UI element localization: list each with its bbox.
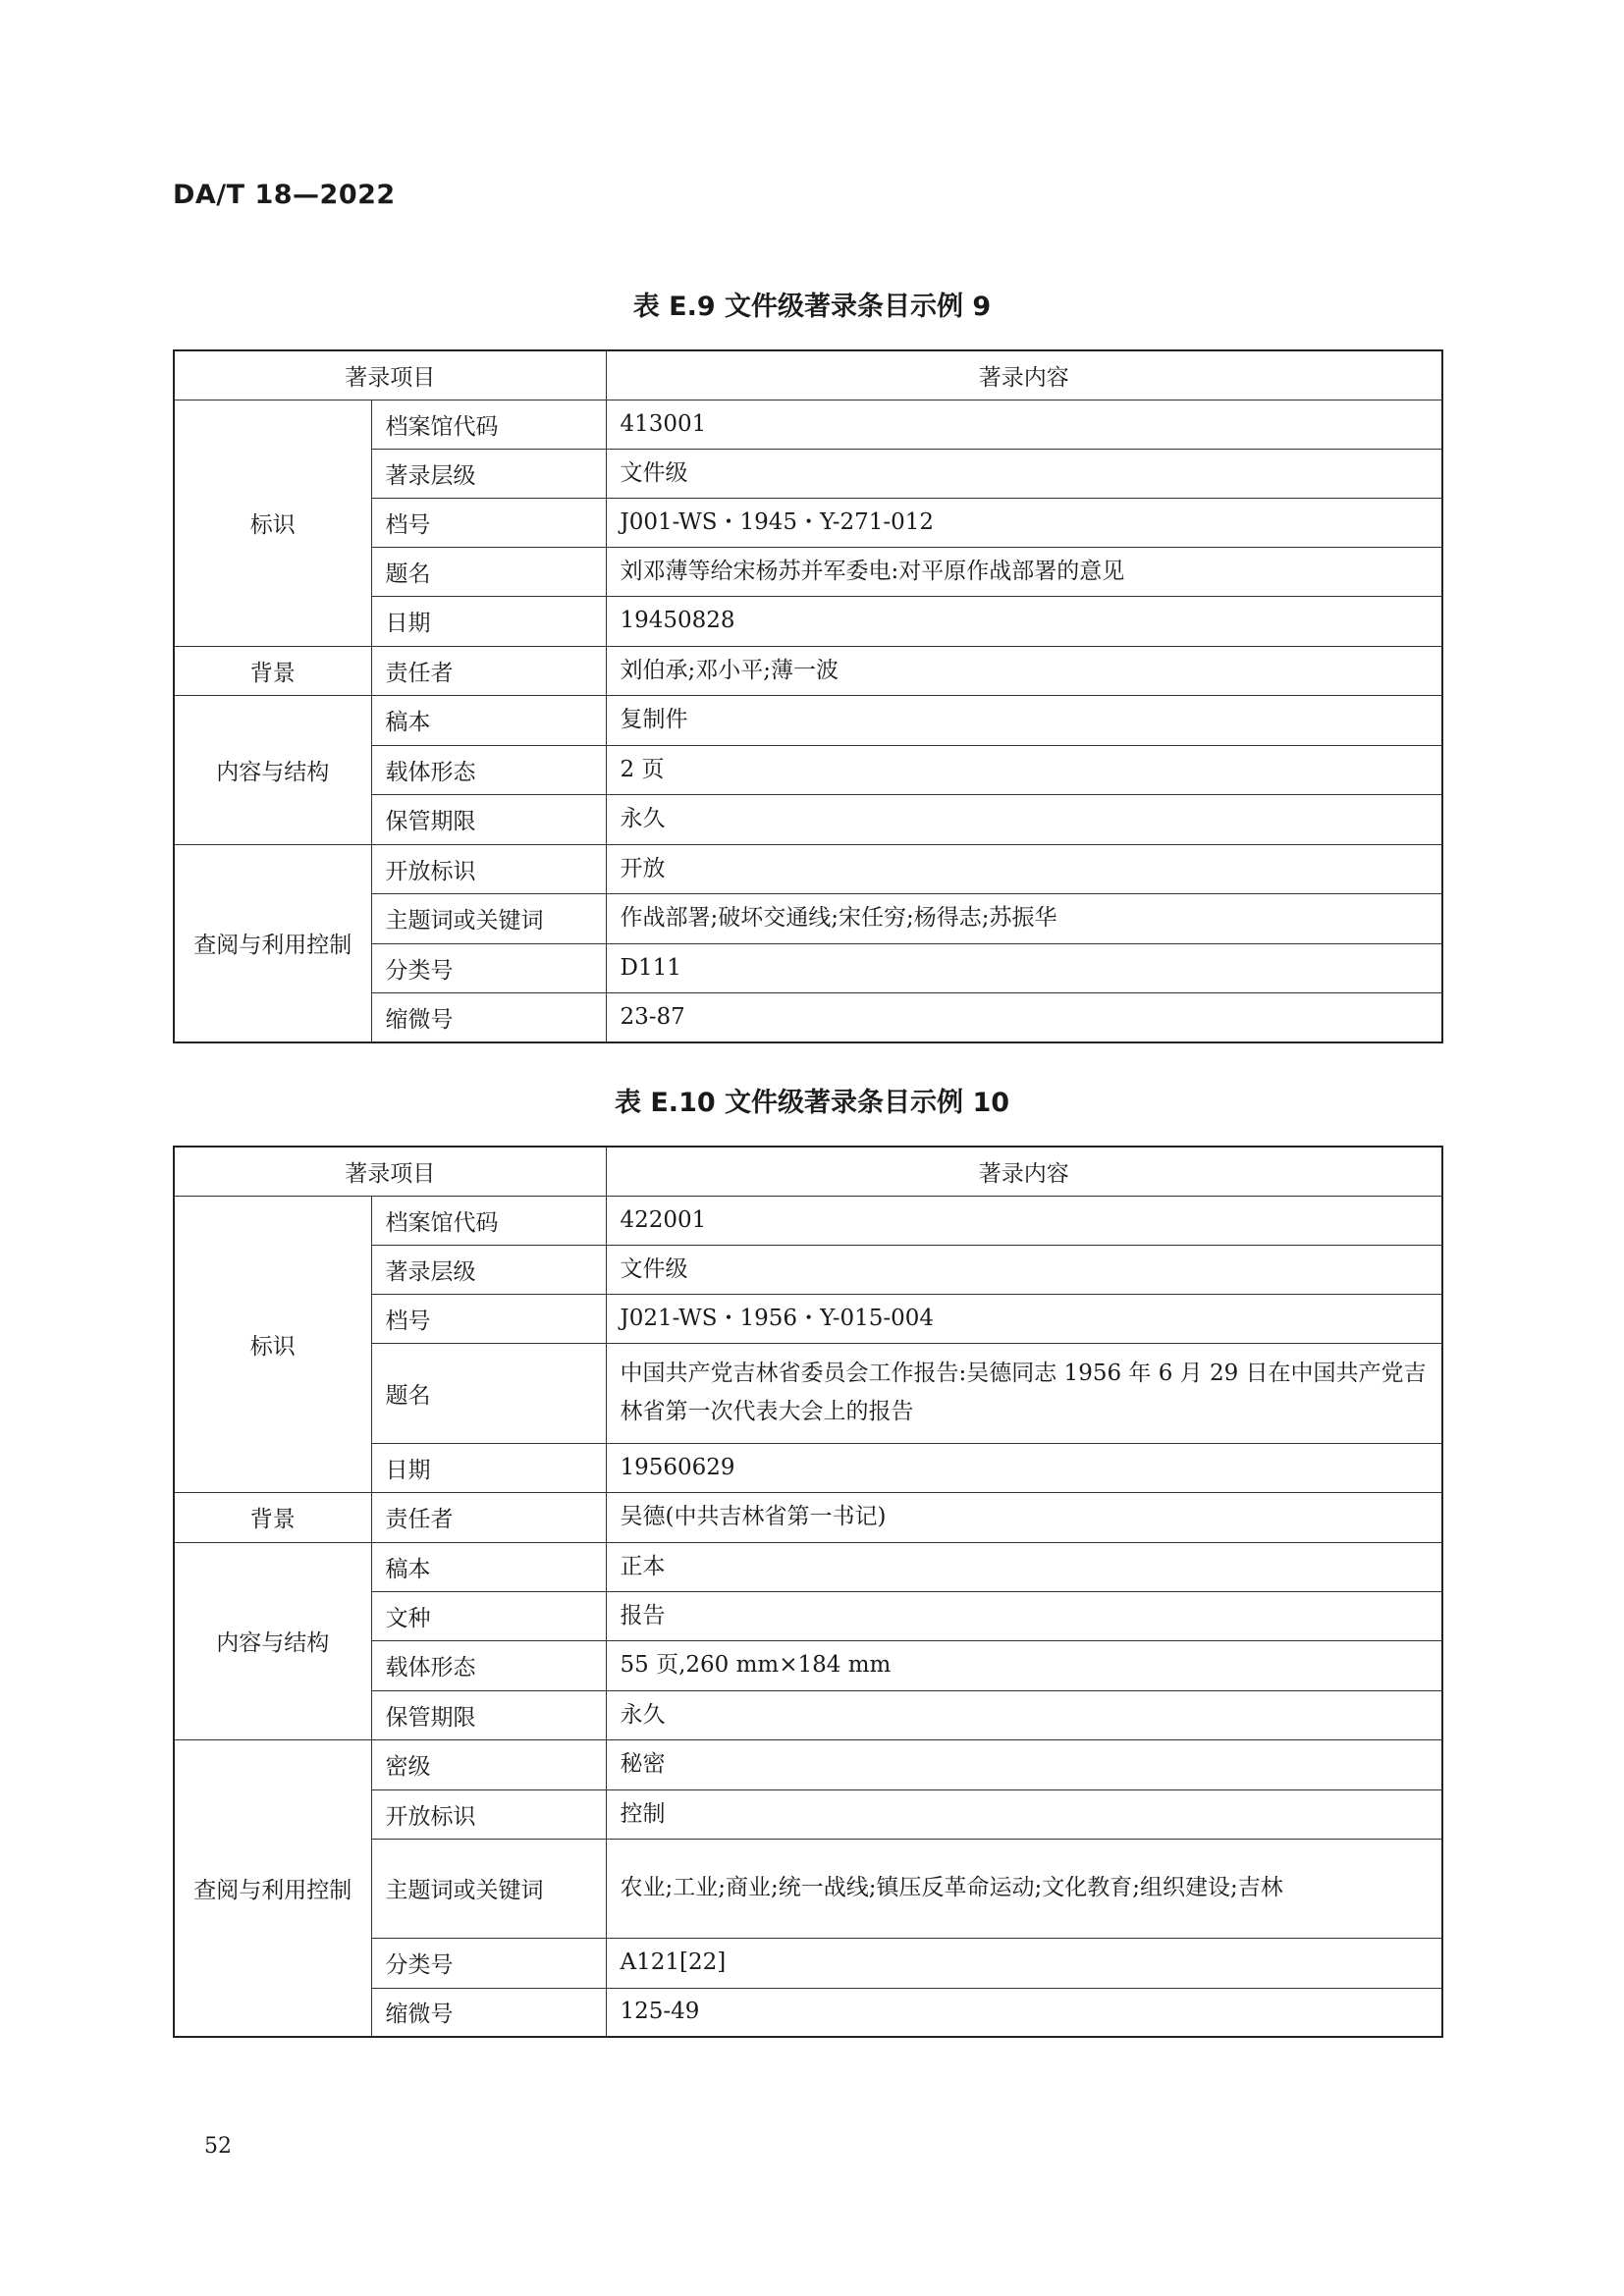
table-row [174,400,1442,449]
table-caption-e10: 表 E.10 文件级著录条目示例 10 [614,1088,1010,1118]
column-header-content: 著录内容 [606,1147,1442,1196]
item-label-cell: 分类号 [371,1938,606,1988]
item-value-cell: 19560629 [606,1443,1442,1492]
item-label-cell: 开放标识 [371,1789,606,1839]
item-label-cell: 载体形态 [371,1640,606,1690]
item-value-cell: 控制 [606,1789,1442,1839]
group-cell: 标识 [174,1196,371,1492]
item-value-cell: 复制件 [606,695,1442,745]
table-row [174,1492,1442,1542]
column-header-content: 著录内容 [606,350,1442,400]
item-value-cell: 文件级 [606,1245,1442,1294]
item-value-cell: J021-WS・1956・Y-015-004 [606,1294,1442,1343]
table-row [174,1542,1442,1591]
item-value-cell: 刘伯承;邓小平;薄一波 [606,646,1442,695]
table-row [174,1739,1442,1789]
item-label-cell: 载体形态 [371,745,606,794]
item-value-cell: 吴德(中共吉林省第一书记) [606,1492,1442,1542]
item-label-cell: 保管期限 [371,1690,606,1739]
item-label-cell: 缩微号 [371,1988,606,2037]
page-number: 52 [204,2134,232,2159]
item-label-cell: 题名 [371,547,606,596]
item-label-cell: 责任者 [371,1492,606,1542]
group-cell: 查阅与利用控制 [174,1739,371,2037]
item-label-cell: 缩微号 [371,992,606,1042]
table-row [174,646,1442,695]
table-row [174,695,1442,745]
table-row [174,1196,1442,1245]
item-value-cell: 55 页,260 mm×184 mm [606,1640,1442,1690]
item-value-cell: A121[22] [606,1938,1442,1988]
item-value-cell: 报告 [606,1591,1442,1640]
item-label-cell: 日期 [371,1443,606,1492]
item-label-cell: 分类号 [371,943,606,992]
group-cell: 查阅与利用控制 [174,844,371,1042]
item-label-cell: 保管期限 [371,794,606,844]
document-code: DA/T 18—2022 [173,180,396,210]
item-label-cell: 文种 [371,1591,606,1640]
group-cell: 内容与结构 [174,1542,371,1739]
table-caption-e9: 表 E.9 文件级著录条目示例 9 [632,292,992,322]
item-value-cell: 422001 [606,1196,1442,1245]
group-cell: 内容与结构 [174,695,371,844]
item-value-cell: D111 [606,943,1442,992]
item-label-cell: 档案馆代码 [371,1196,606,1245]
item-label-cell: 开放标识 [371,844,606,893]
item-label-cell: 密级 [371,1739,606,1789]
item-value-cell: 中国共产党吉林省委员会工作报告:吴德同志 1956 年 6 月 29 日在中国共产党吉林省第一次代表大会上的报告 [606,1343,1442,1443]
item-label-cell: 著录层级 [371,1245,606,1294]
item-value-cell: 作战部署;破坏交通线;宋任穷;杨得志;苏振华 [606,893,1442,943]
item-label-cell: 题名 [371,1343,606,1443]
item-value-cell: 秘密 [606,1739,1442,1789]
record-table-e9 [173,349,1443,1043]
item-value-cell: 正本 [606,1542,1442,1591]
item-value-cell: 刘邓薄等给宋杨苏并军委电:对平原作战部署的意见 [606,547,1442,596]
item-value-cell: 农业;工业;商业;统一战线;镇压反革命运动;文化教育;组织建设;吉林 [606,1839,1442,1938]
record-table-e10 [173,1146,1443,2038]
item-value-cell: 23-87 [606,992,1442,1042]
item-label-cell: 主题词或关键词 [371,1839,606,1938]
item-label-cell: 著录层级 [371,449,606,498]
item-value-cell: 125-49 [606,1988,1442,2037]
item-value-cell: 永久 [606,1690,1442,1739]
item-label-cell: 日期 [371,596,606,646]
item-value-cell: 开放 [606,844,1442,893]
item-label-cell: 稿本 [371,695,606,745]
item-value-cell: 永久 [606,794,1442,844]
item-value-cell: J001-WS・1945・Y-271-012 [606,498,1442,547]
table-row [174,844,1442,893]
column-header-item: 著录项目 [174,1147,606,1196]
item-label-cell: 档号 [371,498,606,547]
item-label-cell: 稿本 [371,1542,606,1591]
item-value-cell: 2 页 [606,745,1442,794]
column-header-item: 著录项目 [174,350,606,400]
item-label-cell: 档案馆代码 [371,400,606,449]
item-label-cell: 主题词或关键词 [371,893,606,943]
item-label-cell: 责任者 [371,646,606,695]
item-value-cell: 19450828 [606,596,1442,646]
group-cell: 背景 [174,1492,371,1542]
item-value-cell: 文件级 [606,449,1442,498]
group-cell: 标识 [174,400,371,646]
item-label-cell: 档号 [371,1294,606,1343]
group-cell: 背景 [174,646,371,695]
item-value-cell: 413001 [606,400,1442,449]
